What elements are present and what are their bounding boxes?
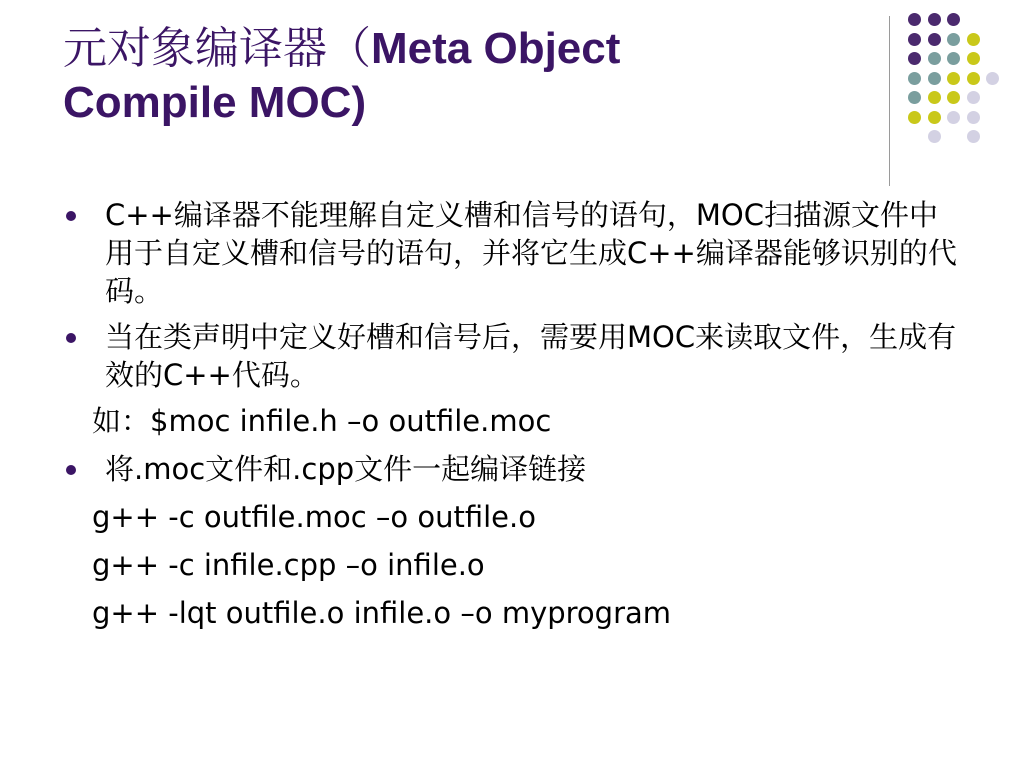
decorative-dot [947, 111, 960, 124]
decorative-dot [908, 72, 921, 85]
slide-body [60, 196, 960, 642]
link-command-line: g++ -lqt outfile.o infile.o –o myprogram [92, 596, 672, 630]
decorative-dot [967, 33, 980, 46]
decorative-dot [967, 130, 980, 143]
slide-title-latin-line1: Meta Object [371, 24, 621, 73]
bullet-dot-icon [66, 211, 76, 221]
decorative-dot [908, 52, 921, 65]
bullet-item-moc-usage [60, 318, 960, 394]
decorative-dot [928, 33, 941, 46]
decorative-dot [908, 91, 921, 104]
bullet-dot-icon [66, 465, 76, 475]
title-divider-line [889, 16, 890, 186]
decorative-dot [928, 72, 941, 85]
decorative-dot [967, 111, 980, 124]
decorative-dot [928, 130, 941, 143]
decorative-dot [908, 111, 921, 124]
decorative-dot [947, 91, 960, 104]
decorative-dot [928, 91, 941, 104]
slide-title-latin-line2: Compile MOC) [63, 78, 367, 127]
bullet-text: 将.moc文件和.cpp文件一起编译链接 [105, 452, 587, 486]
decorative-dot [928, 111, 941, 124]
decorative-dot [908, 13, 921, 26]
decorative-dot [947, 33, 960, 46]
compile-command-line: g++ -c infile.cpp –o infile.o [92, 548, 485, 582]
compile-command-line: g++ -c outfile.moc –o outfile.o [92, 500, 536, 534]
slide-title [63, 22, 823, 130]
decorative-dot [967, 91, 980, 104]
decorative-dot [986, 72, 999, 85]
bullet-item-moc-purpose [60, 196, 960, 310]
bullet-dot-icon [66, 333, 76, 343]
decorative-dot [947, 52, 960, 65]
decorative-dot [967, 52, 980, 65]
decorative-dot [928, 13, 941, 26]
moc-command-example: 如：$moc infile.h –o outfile.moc [92, 404, 552, 438]
bullet-text: C++编译器不能理解自定义槽和信号的语句，MOC扫描源文件中用于自定义槽和信号的语句，并将它生成C++编译器能够识别的代码。 [105, 198, 957, 308]
decorative-dot-grid [908, 13, 1008, 168]
decorative-dot [967, 72, 980, 85]
slide-title-cjk: 元对象编译器（ [63, 23, 371, 74]
decorative-dot [947, 72, 960, 85]
bullet-text: 当在类声明中定义好槽和信号后，需要用MOC来读取文件，生成有效的C++代码。 [105, 320, 957, 392]
decorative-dot [947, 13, 960, 26]
decorative-dot [928, 52, 941, 65]
decorative-dot [908, 33, 921, 46]
bullet-item-compile-link [60, 450, 960, 488]
